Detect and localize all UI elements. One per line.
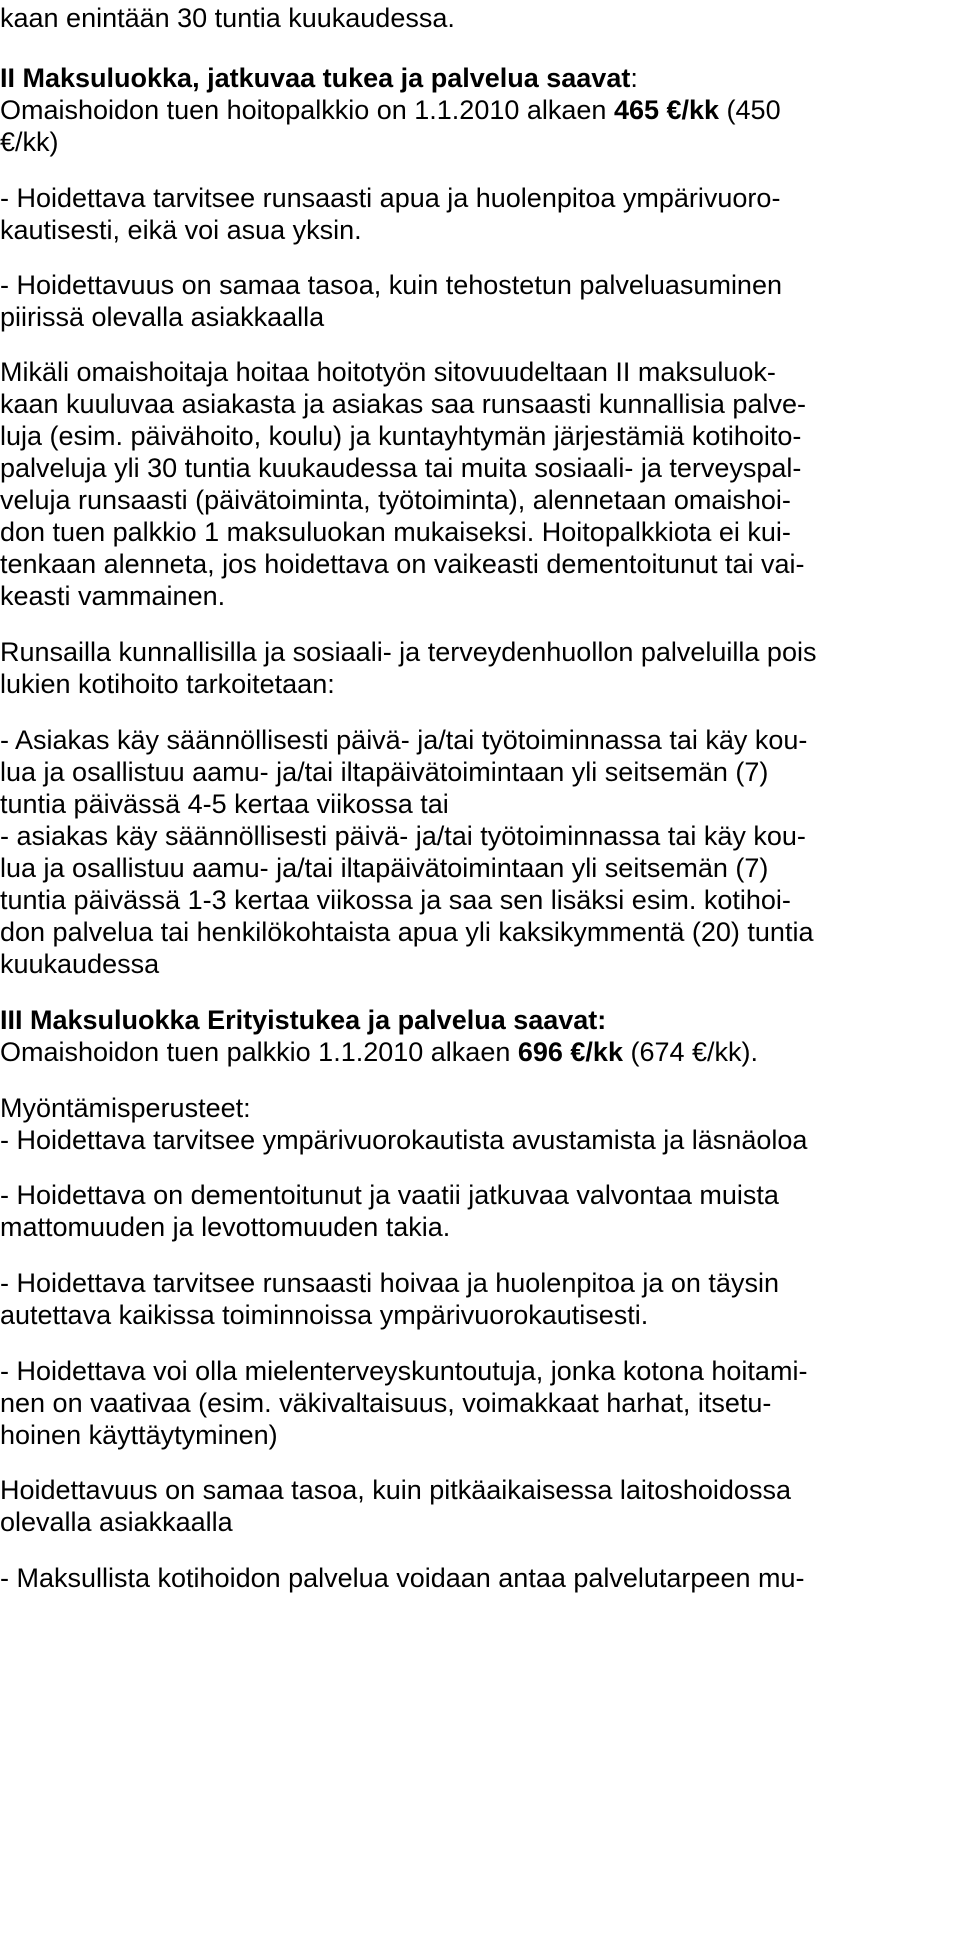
text-line: kaan enintään 30 tuntia kuukaudessa. (0, 3, 455, 33)
text-line: Mikäli omaishoitaja hoitaa hoitotyön sitovuudeltaan II maksuluok- (0, 357, 776, 387)
fee-line (0, 1034, 758, 1070)
fee-text: Omaishoidon tuen palkkio 1.1.2010 alkaen (0, 1037, 518, 1067)
fee-text: Omaishoidon tuen hoitopalkkio on 1.1.2010 alkaen (0, 95, 614, 125)
text-line: - Hoidettava tarvitsee runsaasti hoivaa ja huolenpitoa ja on täysin (0, 1268, 779, 1298)
text-line: - Hoidettavuus on samaa tasoa, kuin tehostetun palveluasuminen (0, 270, 782, 300)
text-line: autettava kaikissa toiminnoissa ympärivuorokautisesti. (0, 1300, 649, 1330)
text-line: - Maksullista kotihoidon palvelua voidaan antaa palvelutarpeen mu- (0, 1563, 805, 1593)
heading-colon: : (630, 63, 638, 93)
text-line: hoinen käyttäytyminen) (0, 1420, 278, 1450)
text-line: kuukaudessa (0, 949, 160, 979)
text-line: - Hoidettava voi olla mielenterveyskuntoutuja, jonka kotona hoitami- (0, 1356, 808, 1386)
text-line: €/kk) (0, 127, 59, 157)
text-line: - Asiakas käy säännöllisesti päivä- ja/tai työtoiminnassa tai käy kou- (0, 725, 808, 755)
text-line: don palvelua tai henkilökohtaista apua yli kaksikymmentä (20) tuntia (0, 917, 814, 947)
criteria-heading: Myöntämisperusteet: (0, 1093, 251, 1123)
text-line: - Hoidettava tarvitsee ympärivuorokautista avustamista ja läsnäoloa (0, 1125, 808, 1155)
fee-amount: 465 €/kk (613, 95, 720, 125)
text-line: olevalla asiakkaalla (0, 1507, 233, 1537)
text-line: Hoidettavuus on samaa tasoa, kuin pitkäaikaisessa laitoshoidossa (0, 1475, 791, 1505)
text-line: lua ja osallistuu aamu- ja/tai iltapäivätoimintaan yli seitsemän (7) (0, 853, 769, 883)
text-line: tuntia päivässä 4-5 kertaa viikossa tai (0, 789, 449, 819)
text-line: veluja runsaasti (päivätoiminta, työtoiminta), alennetaan omaishoi- (0, 485, 791, 515)
text-line: palveluja yli 30 tuntia kuukaudessa tai muita sosiaali- ja terveyspal- (0, 453, 802, 483)
text-line: Runsailla kunnallisilla ja sosiaali- ja terveydenhuollon palveluilla pois (0, 637, 817, 667)
text-line: tenkaan alenneta, jos hoidettava on vaikeasti dementoitunut tai vai- (0, 549, 805, 579)
fee-line (0, 92, 781, 128)
text-line: keasti vammainen. (0, 581, 226, 611)
text-line: mattomuuden ja levottomuuden takia. (0, 1212, 451, 1242)
text-line: don tuen palkkio 1 maksuluokan mukaiseksi. Hoitopalkkiota ei kui- (0, 517, 791, 547)
section-heading-class-2 (0, 60, 638, 96)
text-line: tuntia päivässä 1-3 kertaa viikossa ja saa sen lisäksi esim. kotihoi- (0, 885, 791, 915)
section-heading-class-3: III Maksuluokka Erityistukea ja palvelua saavat: (0, 1005, 607, 1035)
text-line: piirissä olevalla asiakkaalla (0, 302, 325, 332)
text-line: - Hoidettava on dementoitunut ja vaatii jatkuvaa valvontaa muista (0, 1180, 779, 1210)
fee-old-amount: (450 (719, 95, 781, 125)
text-line: kautisesti, eikä voi asua yksin. (0, 215, 362, 245)
text-line: luja (esim. päivähoito, koulu) ja kuntayhtymän järjestämiä kotihoito- (0, 421, 802, 451)
fee-amount: 696 €/kk (517, 1037, 623, 1067)
text-line: lua ja osallistuu aamu- ja/tai iltapäivätoimintaan yli seitsemän (7) (0, 757, 769, 787)
text-line: nen on vaativaa (esim. väkivaltaisuus, voimakkaat harhat, itsetu- (0, 1388, 772, 1418)
text-line: - asiakas käy säännöllisesti päivä- ja/tai työtoiminnassa tai käy kou- (0, 821, 806, 851)
section-heading-text: II Maksuluokka, jatkuvaa tukea ja palvelua saavat (0, 63, 631, 93)
text-line: - Hoidettava tarvitsee runsaasti apua ja huolenpitoa ympärivuoro- (0, 183, 781, 213)
fee-old-amount: (674 €/kk). (622, 1037, 759, 1067)
text-line: lukien kotihoito tarkoitetaan: (0, 669, 335, 699)
text-line: kaan kuuluvaa asiakasta ja asiakas saa runsaasti kunnallisia palve- (0, 389, 806, 419)
